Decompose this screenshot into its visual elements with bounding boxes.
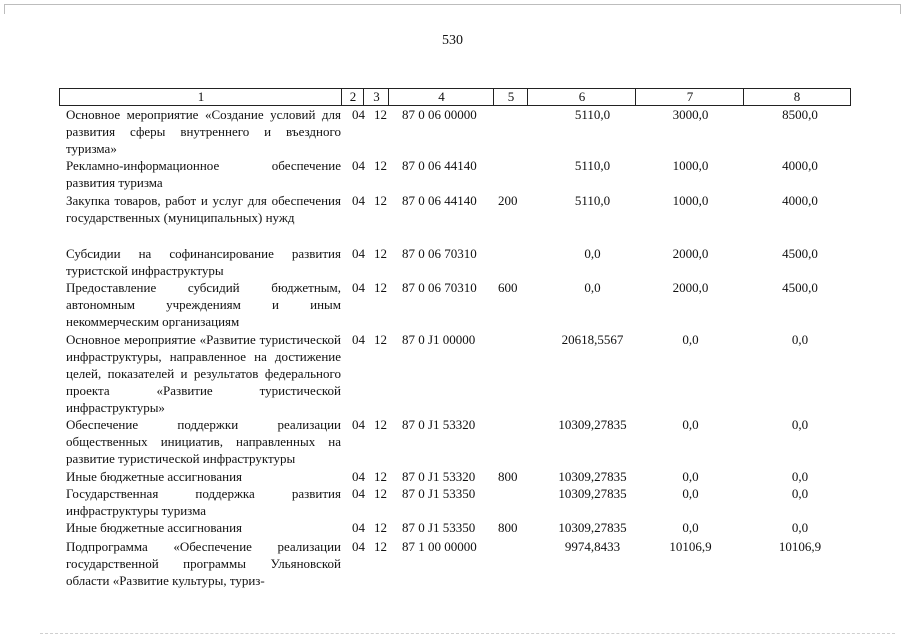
row-col-7-cell: 0,0 bbox=[682, 520, 699, 535]
scan-frame-bottom bbox=[40, 633, 895, 634]
row-col-6-cell: 5110,0 bbox=[574, 158, 611, 173]
row-col-7-cell: 0,0 bbox=[682, 417, 699, 432]
row-name-cell: Предоставление субсидий бюджетным, автономным учреждениям и иным некоммерческим организациям bbox=[66, 280, 341, 329]
row-col-8-cell: 4500,0 bbox=[782, 280, 818, 295]
row-col-2-cell: 04 bbox=[352, 158, 365, 173]
row-col-3-cell: 12 bbox=[374, 193, 387, 208]
row-col-8-cell: 0,0 bbox=[791, 469, 809, 484]
row-col-7-cell: 0,0 bbox=[682, 332, 699, 347]
row-col-7-cell: 2000,0 bbox=[672, 280, 709, 295]
row-name-cell: Рекламно-информационное обеспечение развития туризма bbox=[66, 158, 341, 190]
row-col-2-cell: 04 bbox=[352, 332, 365, 347]
row-col-7-cell: 2000,0 bbox=[672, 246, 709, 261]
scan-frame-right bbox=[900, 4, 901, 14]
row-col-2-cell: 04 bbox=[352, 520, 365, 535]
table-header bbox=[59, 88, 851, 106]
row-col-5-cell: 800 bbox=[498, 469, 518, 484]
header-col-6: 6 bbox=[527, 89, 636, 105]
row-col-4-cell: 87 0 J1 00000 bbox=[402, 332, 476, 347]
header-col-7: 7 bbox=[635, 89, 744, 105]
row-col-6-cell: 0,0 bbox=[584, 246, 601, 261]
row-col-6-cell: 5110,0 bbox=[574, 193, 611, 208]
row-col-6-cell: 5110,0 bbox=[574, 107, 611, 122]
row-col-2-cell: 04 bbox=[352, 539, 365, 554]
row-col-5-cell: 600 bbox=[498, 280, 518, 295]
row-name-cell: Закупка товаров, работ и услуг для обеспечения государственных (муниципальных) нужд bbox=[66, 193, 341, 225]
row-col-6-cell: 10309,27835 bbox=[558, 486, 627, 501]
row-col-8-cell: 4500,0 bbox=[782, 246, 818, 261]
header-col-8: 8 bbox=[743, 89, 851, 105]
row-col-4-cell: 87 1 00 00000 bbox=[402, 539, 477, 554]
row-col-2-cell: 04 bbox=[352, 107, 365, 122]
row-col-4-cell: 87 0 06 00000 bbox=[402, 107, 477, 122]
row-col-8-cell: 10106,9 bbox=[778, 539, 822, 554]
row-col-4-cell: 87 0 06 44140 bbox=[402, 158, 477, 173]
row-name-cell: Подпрограмма «Обеспечение реализации государственной программы Ульяновской области «Развитие культуры, туриз- bbox=[66, 539, 341, 588]
row-col-4-cell: 87 0 J1 53350 bbox=[402, 486, 476, 501]
row-col-3-cell: 12 bbox=[374, 107, 387, 122]
row-col-7-cell: 3000,0 bbox=[672, 107, 709, 122]
row-col-2-cell: 04 bbox=[352, 469, 365, 484]
row-name-cell: Субсидии на софинансирование развития туристской инфраструктуры bbox=[66, 246, 341, 278]
row-col-4-cell: 87 0 06 70310 bbox=[402, 246, 477, 261]
page-number: 530 bbox=[442, 33, 463, 48]
header-col-4: 4 bbox=[388, 89, 494, 105]
row-col-8-cell: 0,0 bbox=[791, 520, 809, 535]
row-col-6-cell: 9974,8433 bbox=[564, 539, 621, 554]
row-col-8-cell: 0,0 bbox=[791, 332, 809, 347]
row-col-3-cell: 12 bbox=[374, 469, 387, 484]
header-col-5: 5 bbox=[493, 89, 528, 105]
row-col-6-cell: 10309,27835 bbox=[558, 417, 627, 432]
header-col-2: 2 bbox=[341, 89, 364, 105]
header-col-3: 3 bbox=[363, 89, 389, 105]
row-col-6-cell: 10309,27835 bbox=[558, 520, 627, 535]
row-col-5-cell: 800 bbox=[498, 520, 518, 535]
scan-frame-left bbox=[4, 4, 5, 14]
row-col-4-cell: 87 0 06 44140 bbox=[402, 193, 477, 208]
row-col-6-cell: 10309,27835 bbox=[558, 469, 627, 484]
row-col-3-cell: 12 bbox=[374, 417, 387, 432]
row-col-3-cell: 12 bbox=[374, 539, 387, 554]
row-col-8-cell: 4000,0 bbox=[782, 158, 818, 173]
row-col-2-cell: 04 bbox=[352, 417, 365, 432]
row-col-3-cell: 12 bbox=[374, 520, 387, 535]
row-col-7-cell: 0,0 bbox=[682, 469, 699, 484]
row-col-7-cell: 0,0 bbox=[682, 486, 699, 501]
row-col-2-cell: 04 bbox=[352, 193, 365, 208]
row-col-2-cell: 04 bbox=[352, 280, 365, 295]
row-col-5-cell: 200 bbox=[498, 193, 518, 208]
row-col-7-cell: 1000,0 bbox=[672, 158, 709, 173]
row-col-3-cell: 12 bbox=[374, 158, 387, 173]
row-name-cell: Основное мероприятие «Создание условий для развития сферы внутреннего и въездного туризма» bbox=[66, 107, 341, 156]
row-col-8-cell: 4000,0 bbox=[782, 193, 818, 208]
row-col-6-cell: 0,0 bbox=[584, 280, 601, 295]
row-col-6-cell: 20618,5567 bbox=[561, 332, 624, 347]
row-col-4-cell: 87 0 06 70310 bbox=[402, 280, 477, 295]
row-col-3-cell: 12 bbox=[374, 486, 387, 501]
row-col-2-cell: 04 bbox=[352, 486, 365, 501]
row-col-8-cell: 0,0 bbox=[791, 486, 809, 501]
row-name-cell: Основное мероприятие «Развитие туристической инфраструктуры, направленное на достижение целей, показателей и результатов федерального проекта «Развитие туристической инфраструктуры» bbox=[66, 332, 341, 415]
row-col-3-cell: 12 bbox=[374, 280, 387, 295]
row-col-4-cell: 87 0 J1 53320 bbox=[402, 469, 476, 484]
row-col-8-cell: 8500,0 bbox=[782, 107, 818, 122]
row-col-7-cell: 1000,0 bbox=[672, 193, 709, 208]
row-col-7-cell: 10106,9 bbox=[669, 539, 712, 554]
row-col-8-cell: 0,0 bbox=[791, 417, 809, 432]
header-col-1: 1 bbox=[59, 89, 342, 105]
row-col-4-cell: 87 0 J1 53350 bbox=[402, 520, 476, 535]
row-name-cell: Иные бюджетные ассигнования bbox=[66, 469, 243, 484]
row-name-cell: Иные бюджетные ассигнования bbox=[66, 520, 243, 535]
row-col-2-cell: 04 bbox=[352, 246, 365, 261]
scan-frame-top bbox=[4, 4, 901, 5]
row-name-cell: Обеспечение поддержки реализации общественных инициатив, направленных на развитие туристической инфраструктуры bbox=[66, 417, 341, 466]
row-col-3-cell: 12 bbox=[374, 246, 387, 261]
row-col-4-cell: 87 0 J1 53320 bbox=[402, 417, 476, 432]
row-name-cell: Государственная поддержка развития инфраструктуры туризма bbox=[66, 486, 341, 518]
row-col-3-cell: 12 bbox=[374, 332, 387, 347]
